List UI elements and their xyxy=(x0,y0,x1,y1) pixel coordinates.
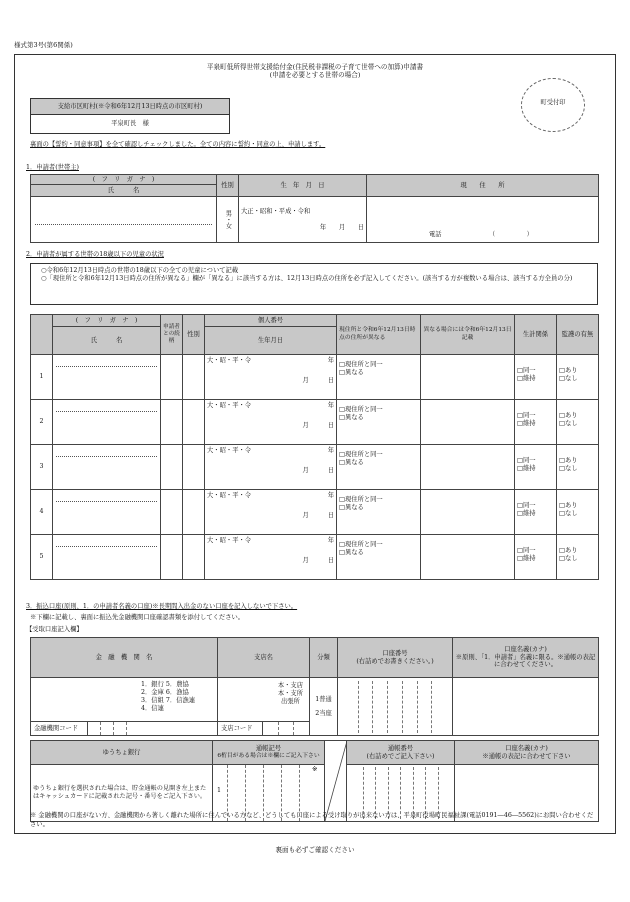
option-custody-yes[interactable]: □あり xyxy=(559,547,578,554)
child-era: 大・昭・平・令 年 xyxy=(207,447,334,454)
child-name-cell[interactable] xyxy=(53,535,161,580)
form-number: 様式第3号(第6関係) xyxy=(14,41,73,49)
child-row-number: 3 xyxy=(31,445,53,490)
children-notes xyxy=(30,263,598,305)
slash-divider xyxy=(325,741,347,821)
recipient-name: 平泉町長 様 xyxy=(111,120,149,127)
child-address-options[interactable] xyxy=(337,490,421,535)
child-relation-cell[interactable] xyxy=(161,355,183,400)
children-corner xyxy=(31,315,53,355)
child-gender-cell[interactable] xyxy=(183,355,205,400)
child-gender-cell[interactable] xyxy=(183,535,205,580)
number-header xyxy=(347,741,455,765)
child-name-cell[interactable] xyxy=(53,445,161,490)
section3-title xyxy=(26,603,297,611)
account-number-label: 口座番号 xyxy=(382,649,408,657)
child-relation-cell[interactable] xyxy=(161,535,183,580)
option-maintained[interactable]: □維持 xyxy=(517,464,536,472)
option-custody-no[interactable]: □なし xyxy=(559,464,578,472)
account-subtitle: 【受取口座記入欄】 xyxy=(26,626,83,633)
child-custody-options[interactable] xyxy=(557,400,599,445)
children-sameaddr-header: 現住所と令和6年12月13日時点の住所が異なる xyxy=(337,315,421,355)
branch-code-row xyxy=(218,721,309,735)
option-different-address[interactable]: □異なる xyxy=(339,413,364,421)
title-line1: 平泉町低所得世帯支援給付金(住民税非課税の子育て世帯への加算)申請書 xyxy=(206,63,424,71)
option-same-address[interactable]: □現住所と同一 xyxy=(339,496,383,503)
symbol-asterisk: ※ xyxy=(312,766,318,774)
symbol-header xyxy=(213,741,325,765)
branch-types: 本・支店 本・支所 出張所 xyxy=(277,682,303,705)
child-row-number: 2 xyxy=(31,400,53,445)
bank-code-boxes[interactable] xyxy=(87,722,139,735)
symbol-label: 通帳記号 xyxy=(255,745,282,753)
applicant-address-cell[interactable] xyxy=(367,197,599,243)
yucho-description: ゆうちょ銀行を選択された場合は、貯金通帳の見開き左上またはキャッシュカードに記載された記号・番号をご記入下さい。 xyxy=(31,765,213,822)
pledge-text: 裏面の【誓約・同意事項】を全て確認しチェックしました。全ての内容に誓約・同意の上、申請します。 xyxy=(30,141,326,148)
child-era: 大・昭・平・令 年 xyxy=(207,357,334,364)
number-note: (右詰めでご記入下さい) xyxy=(366,752,435,760)
section3-title-text: 3．振込口座(原則、1．の申請者名義の口座)※長期間入出金のない口座を記入しないで下さい。 xyxy=(26,603,298,610)
child-name-cell[interactable] xyxy=(53,490,161,535)
stamp-label: 町受付印 xyxy=(540,99,566,106)
option-custody-no[interactable]: □なし xyxy=(559,509,578,517)
applicant-gender-options[interactable]: 男・女 xyxy=(217,197,239,243)
child-address-options[interactable] xyxy=(337,400,421,445)
child-era: 大・昭・平・令 年 xyxy=(207,492,334,499)
child-custody-options[interactable] xyxy=(557,355,599,400)
child-address-options[interactable] xyxy=(337,445,421,490)
account-name-header xyxy=(453,638,599,678)
option-custody-no[interactable]: □なし xyxy=(559,554,578,562)
yucho-table xyxy=(30,740,599,822)
children-mynumber-header: 個人番号 xyxy=(205,315,337,327)
children-note1: ○令和6年12月13日時点の世帯の18歳以下の全ての児童について記載 xyxy=(41,267,239,274)
option-different-address[interactable]: □異なる xyxy=(339,458,364,466)
option-custody-yes[interactable]: □あり xyxy=(559,412,578,419)
yucho-header: ゆうちょ銀行 xyxy=(31,741,213,765)
child-relation-cell[interactable] xyxy=(161,490,183,535)
branch-name-header: 支店名 xyxy=(218,638,310,678)
option-same-household[interactable]: □同一 xyxy=(517,457,536,464)
back-reminder: 裏面も必ずご確認ください xyxy=(275,846,355,854)
option-different-address[interactable]: □異なる xyxy=(339,548,364,556)
applicant-dob-header: 生 年 月 日 xyxy=(239,175,367,197)
child-row-number: 5 xyxy=(31,535,53,580)
child-md: 月 日 xyxy=(302,376,334,384)
child-address-options[interactable] xyxy=(337,355,421,400)
option-custody-yes[interactable]: □あり xyxy=(559,502,578,509)
bank-table xyxy=(30,637,599,736)
child-previous-address-cell[interactable] xyxy=(421,400,515,445)
symbol-prefix: 1 xyxy=(217,787,222,795)
child-dob-cell[interactable] xyxy=(205,535,337,580)
applicant-name-cell[interactable] xyxy=(31,197,217,243)
child-md: 月 日 xyxy=(302,421,334,429)
slash-cell xyxy=(325,741,347,822)
section2-title: 2．申請者が属する世帯の18歳以下の児童の状況 xyxy=(26,251,164,258)
child-row xyxy=(31,535,599,580)
child-dob-cell[interactable] xyxy=(205,355,337,400)
child-custody-options[interactable] xyxy=(557,445,599,490)
child-previous-address-cell[interactable] xyxy=(421,355,515,400)
yucho-name-header xyxy=(455,741,599,765)
child-previous-address-cell[interactable] xyxy=(421,490,515,535)
footnote: ※ 金融機関の口座がない方、金融機関から著しく離れた場所に住んでいる方など、どうしても口座による受け取りが出来ない方は、平泉町役場町民福祉課(電話0191―46―5562)にお問い合わせください。 xyxy=(30,812,594,828)
children-gender-header: 性別 xyxy=(183,315,205,355)
applicant-gender-header: 性別 xyxy=(217,175,239,197)
child-relation-cell[interactable] xyxy=(161,400,183,445)
account-number-header xyxy=(338,638,453,678)
children-furigana-header: ( フ リ ガ ナ ) xyxy=(53,315,161,327)
section3-note: ※下欄に記載し、裏面に振込先金融機関口座確認書類を添付してください。 xyxy=(30,614,245,621)
child-livelihood-options[interactable] xyxy=(515,445,557,490)
child-era: 大・昭・平・令 年 xyxy=(207,402,334,409)
children-livelihood-header: 生計関係 xyxy=(515,315,557,355)
child-row-number: 4 xyxy=(31,490,53,535)
applicant-ymd: 年 月 日 xyxy=(319,223,364,231)
child-row xyxy=(31,490,599,535)
applicant-table xyxy=(30,174,599,243)
option-same-address[interactable]: □現住所と同一 xyxy=(339,406,383,413)
option-same-address[interactable]: □現住所と同一 xyxy=(339,451,383,458)
child-md: 月 日 xyxy=(302,511,334,519)
children-custody-header: 監護の有無 xyxy=(557,315,599,355)
child-dob-cell[interactable] xyxy=(205,490,337,535)
option-same-household[interactable]: □同一 xyxy=(517,502,536,509)
child-gender-cell[interactable] xyxy=(183,490,205,535)
child-row xyxy=(31,400,599,445)
account-number-boxes[interactable] xyxy=(344,681,446,733)
child-era: 大・昭・平・令 年 xyxy=(207,537,334,544)
child-dob-cell[interactable] xyxy=(205,445,337,490)
section1-title: 1．申請者(世帯主) xyxy=(26,164,79,171)
option-same-household[interactable]: □同一 xyxy=(517,547,536,554)
child-name-cell[interactable] xyxy=(53,355,161,400)
child-row-number: 1 xyxy=(31,355,53,400)
child-previous-address-cell[interactable] xyxy=(421,445,515,490)
option-same-household[interactable]: □同一 xyxy=(517,412,536,419)
option-custody-yes[interactable]: □あり xyxy=(559,367,578,374)
child-address-options[interactable] xyxy=(337,535,421,580)
child-gender-cell[interactable] xyxy=(183,400,205,445)
branch-code-boxes[interactable] xyxy=(262,722,309,735)
option-maintained[interactable]: □維持 xyxy=(517,419,536,427)
bank-code-label: 金融機関コード xyxy=(34,725,79,732)
category-cell[interactable]: 1普通 2当座 xyxy=(310,678,338,736)
number-label: 通帳番号 xyxy=(387,744,414,752)
child-relation-cell[interactable] xyxy=(161,445,183,490)
branch-name-cell[interactable] xyxy=(218,678,310,736)
branch-code-label: 支店コード xyxy=(221,725,253,732)
children-diff-header: 異なる場合には令和6年12月13日記載 xyxy=(421,315,515,355)
account-number-note: (右詰めでお書きください。) xyxy=(356,657,434,665)
recipient-box xyxy=(30,98,230,134)
child-previous-address-cell[interactable] xyxy=(421,535,515,580)
option-different-address[interactable]: □異なる xyxy=(339,503,364,511)
child-name-cell[interactable] xyxy=(53,400,161,445)
children-table xyxy=(30,314,599,580)
applicant-era: 大正・昭和・平成・令和 xyxy=(241,207,311,215)
children-note2: ○「現住所と令和6年12月13日時点の住所が異なる」欄が「異なる」に該当する方は、12月13日時点の住所を必ず記入してください。(該当する方が複数いる場合は、該当する方全員の分) xyxy=(41,274,573,282)
applicant-name-header: 氏 名 xyxy=(31,185,217,197)
category-header: 分類 xyxy=(310,638,338,678)
option-maintained[interactable]: □維持 xyxy=(517,554,536,562)
account-name-cell[interactable] xyxy=(453,678,599,736)
applicant-address-header: 現 住 所 xyxy=(367,175,599,197)
option-custody-no[interactable]: □なし xyxy=(559,374,578,382)
reception-stamp xyxy=(521,78,585,132)
bank-types: 1．銀行 5．農協 2．金庫 6．漁協 3．信組 7．信漁連 4．信連 xyxy=(141,681,196,712)
option-maintained[interactable]: □維持 xyxy=(517,374,536,382)
child-gender-cell[interactable] xyxy=(183,445,205,490)
option-different-address[interactable]: □異なる xyxy=(339,368,364,376)
applicant-dob-cell[interactable] xyxy=(239,197,367,243)
account-number-cell[interactable] xyxy=(338,678,453,736)
bank-code-row xyxy=(31,721,217,735)
children-dob-header: 生年月日 xyxy=(205,327,337,355)
symbol-note: 6桁目がある場合は※欄にご記入下さい xyxy=(217,752,320,759)
child-livelihood-options[interactable] xyxy=(515,400,557,445)
children-relation-header: 申請者との続柄 xyxy=(161,315,183,355)
yucho-name-note: ※通帳の表記に合わせて下さい xyxy=(482,752,571,760)
child-livelihood-options[interactable] xyxy=(515,355,557,400)
option-custody-yes[interactable]: □あり xyxy=(559,457,578,464)
form-title xyxy=(100,63,530,79)
applicant-phone: 電話 （ ） xyxy=(429,231,533,239)
child-custody-options[interactable] xyxy=(557,535,599,580)
title-line2: (申請を必要とする世帯の場合) xyxy=(269,71,361,80)
option-same-household[interactable]: □同一 xyxy=(517,367,536,374)
child-row xyxy=(31,445,599,490)
children-name-header: 氏 名 xyxy=(53,327,161,355)
child-livelihood-options[interactable] xyxy=(515,490,557,535)
yucho-name-label: 口座名義(カナ) xyxy=(505,744,548,752)
child-md: 月 日 xyxy=(302,556,334,564)
child-md: 月 日 xyxy=(302,466,334,474)
account-name-note: ※原則、「1．申請者」名義に限る。※通帳の表記に合わせてください。 xyxy=(455,653,596,669)
child-livelihood-options[interactable] xyxy=(515,535,557,580)
account-name-label: 口座名義(カナ) xyxy=(504,645,547,653)
option-same-address[interactable]: □現住所と同一 xyxy=(339,361,383,368)
child-custody-options[interactable] xyxy=(557,490,599,535)
applicant-furigana-header: ( フ リ ガ ナ ) xyxy=(31,175,217,185)
child-dob-cell[interactable] xyxy=(205,400,337,445)
option-custody-no[interactable]: □なし xyxy=(559,419,578,427)
child-row xyxy=(31,355,599,400)
recipient-header: 支給市区町村(※令和6年12月13日時点の市区町村) xyxy=(31,99,229,115)
bank-name-header: 金 融 機 関 名 xyxy=(31,638,218,678)
option-same-address[interactable]: □現住所と同一 xyxy=(339,541,383,548)
option-maintained[interactable]: □維持 xyxy=(517,509,536,517)
bank-name-cell[interactable] xyxy=(31,678,218,736)
